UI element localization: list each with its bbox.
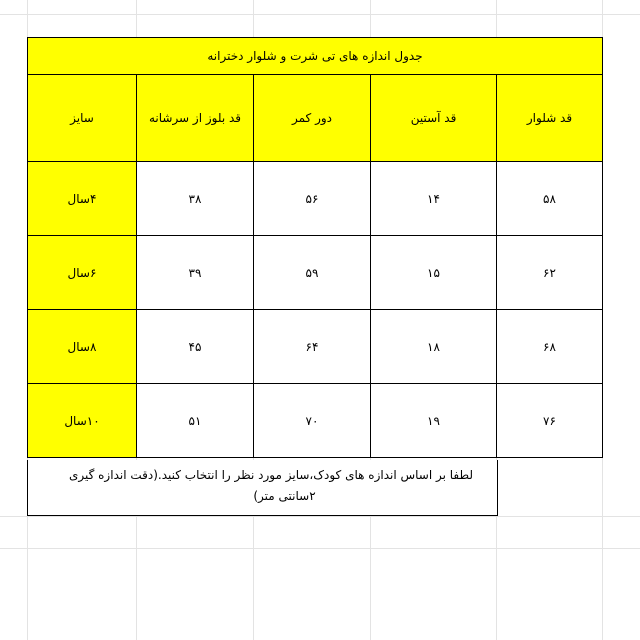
gridline bbox=[0, 14, 640, 15]
gridline bbox=[0, 548, 640, 549]
cell-size[interactable]: ۶سال bbox=[28, 236, 137, 310]
cell-waist[interactable]: ۵۹ bbox=[254, 236, 371, 310]
header-pants-length[interactable]: قد شلوار bbox=[497, 75, 603, 162]
note-line-2: ۲سانتی متر) bbox=[253, 489, 316, 503]
header-sleeve-length[interactable]: قد آستین bbox=[371, 75, 497, 162]
cell-size[interactable]: ۱۰سال bbox=[28, 384, 137, 458]
measurement-note[interactable] bbox=[27, 460, 498, 516]
cell-sleeve-length[interactable]: ۱۹ bbox=[371, 384, 497, 458]
cell-sleeve-length[interactable]: ۱۴ bbox=[371, 162, 497, 236]
size-chart-table bbox=[27, 37, 603, 458]
header-blouse-length[interactable]: قد بلوز از سرشانه bbox=[137, 75, 254, 162]
cell-waist[interactable]: ۷۰ bbox=[254, 384, 371, 458]
cell-pants-length[interactable]: ۷۶ bbox=[497, 384, 603, 458]
cell-waist[interactable]: ۵۶ bbox=[254, 162, 371, 236]
note-line-1: لطفا بر اساس اندازه های کودک،سایز مورد نظر را انتخاب کنید.(دقت اندازه گیری bbox=[68, 468, 473, 482]
cell-blouse-length[interactable]: ۳۹ bbox=[137, 236, 254, 310]
table-title[interactable]: جدول اندازه های تی شرت و شلوار دخترانه bbox=[28, 38, 603, 75]
cell-size[interactable]: ۴سال bbox=[28, 162, 137, 236]
cell-blouse-length[interactable]: ۵۱ bbox=[137, 384, 254, 458]
title-row bbox=[28, 38, 603, 75]
table-row bbox=[28, 236, 603, 310]
cell-blouse-length[interactable]: ۳۸ bbox=[137, 162, 254, 236]
cell-pants-length[interactable]: ۶۸ bbox=[497, 310, 603, 384]
cell-pants-length[interactable]: ۶۲ bbox=[497, 236, 603, 310]
cell-waist[interactable]: ۶۴ bbox=[254, 310, 371, 384]
cell-size[interactable]: ۸سال bbox=[28, 310, 137, 384]
cell-sleeve-length[interactable]: ۱۵ bbox=[371, 236, 497, 310]
cell-sleeve-length[interactable]: ۱۸ bbox=[371, 310, 497, 384]
header-waist[interactable]: دور کمر bbox=[254, 75, 371, 162]
cell-pants-length[interactable]: ۵۸ bbox=[497, 162, 603, 236]
table-row bbox=[28, 310, 603, 384]
gridline bbox=[0, 516, 640, 517]
table-row bbox=[28, 384, 603, 458]
table-row bbox=[28, 162, 603, 236]
cell-blouse-length[interactable]: ۴۵ bbox=[137, 310, 254, 384]
header-size[interactable]: سایز bbox=[28, 75, 137, 162]
header-row bbox=[28, 75, 603, 162]
